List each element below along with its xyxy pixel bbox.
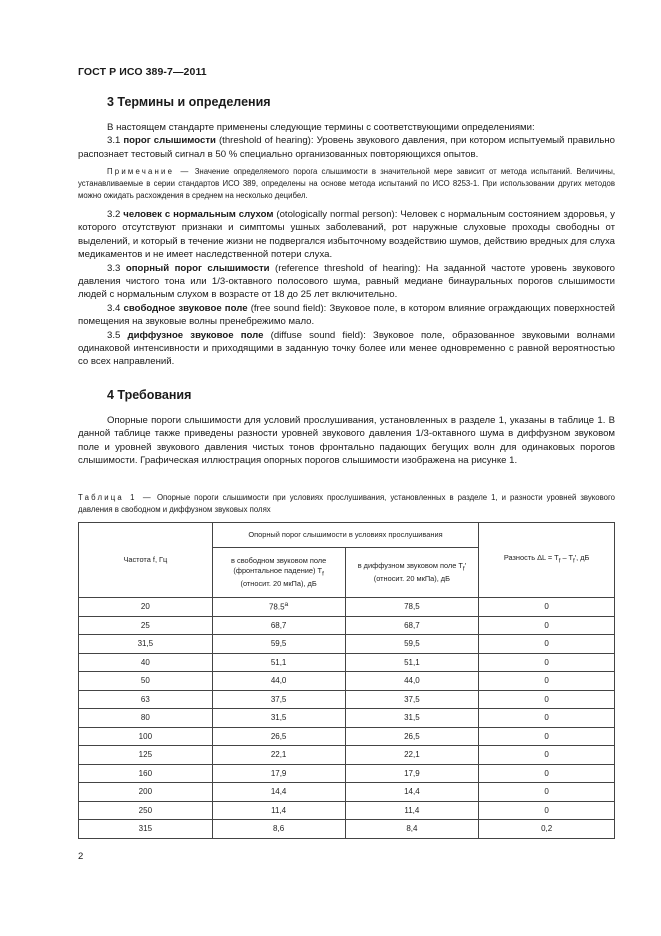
cell-frequency-value: 50 [140,676,150,686]
table-body [79,598,615,839]
cell-diffuse-field-value: 31,5 [404,713,420,723]
term-name: опорный порог слышимости [125,262,270,274]
term-name: свободное звуковое поле [123,302,248,314]
delta-unit: , дБ [576,553,590,563]
table-row [79,690,615,709]
cell-diffuse-field [345,653,479,672]
cell-free-field-value: 78.5 [268,603,285,613]
cell-frequency-value: 63 [140,694,150,704]
col-header-group: Опорный порог слышимости в условиях прослушивания [212,523,479,548]
cell-frequency-value: 31,5 [137,639,154,649]
cell-free-field [212,820,345,839]
cell-diffuse-field-value: 44,0 [404,676,420,686]
cell-delta [479,653,615,672]
cell-delta-value: 0,2 [541,824,553,834]
cell-free-field-value: 31,5 [270,713,287,723]
cell-frequency-value: 250 [138,805,153,815]
cell-frequency-value: 160 [138,768,153,778]
section-4-body [78,414,615,468]
cell-free-field-value: 26,5 [270,731,287,741]
cell-diffuse-field [345,801,479,820]
cell-delta-value: 0 [544,805,549,815]
section-3-title: 3 Термины и определения [107,95,271,109]
cell-frequency-value: 100 [138,731,153,741]
cell-frequency [79,616,213,635]
cell-delta-value: 0 [544,657,549,667]
term-definition: (threshold of hearing): Уровень звукового давления, при котором испытуемый правильно распознает тестовый сигнал в 50 % специально организованных повторяющихся опытов. [78,135,615,160]
cell-free-field [212,653,345,672]
cell-delta-value: 0 [544,602,549,612]
cell-diffuse-field [345,820,479,839]
cell-delta-value: 0 [544,620,549,630]
table-row [79,764,615,783]
cell-frequency-value: 200 [138,787,153,797]
cell-diffuse-field [345,764,479,783]
term-name: порог слышимости [123,135,216,147]
cell-diffuse-field [345,635,479,654]
cell-diffuse-field [345,783,479,802]
cell-frequency-value: 20 [140,602,150,612]
cell-free-field [212,801,345,820]
cell-frequency [79,764,213,783]
cell-free-field [212,764,345,783]
term-definition: (diffuse sound field): Звуковое поле, образованное звуковыми волнами одинаковой интенсивности и приходящими в заданную точку более или менее одновременно с равной вероятностью со всех направлений. [78,329,615,368]
col-header-frequency: Частота f, Гц [79,523,213,598]
section-3-intro: В настоящем стандарте применены следующие термины с соответствующими определениями: [107,122,535,133]
cell-diffuse-field-value: 8,4 [406,824,418,834]
term-definition: (reference threshold of hearing): На заданной частоте уровень звукового давления чистого тона или 1/3-октавного полосового шума, равный медиане бинауральных порогов слышимости людей с нормальным слухом в возрасте от 18 до 25 лет включительно. [78,262,615,301]
cell-diffuse-field [345,727,479,746]
term-name: диффузное звуковое поле [127,329,264,341]
cell-diffuse-field [345,746,479,765]
cell-delta-value: 0 [544,768,549,778]
table-row [79,598,615,617]
col-header-diffuse-field: в диффузном звуковом поле $T_f'$ (относит. 20 мкПа), дБ [345,548,479,598]
cell-diffuse-field [345,709,479,728]
term-definition: (otologically normal person): Человек с нормальным состоянием здоровья, у которого отсутствуют признаки и симптомы ушных заболеваний, рот наружные слуховые проходы свободны от выделений, и который в течение жизни не подвергался избыточному воздействию шумов, действию вредных для слуха медикаментов и не имеет наследственной потери слуха. [78,209,615,261]
table-caption-text: Опорные пороги слышимости при условиях прослушивания, установленных в разделе 1, и разности уровней звукового давления в свободном и диффузном звуковых полях [78,493,615,515]
cell-delta [479,727,615,746]
cell-diffuse-field-value: 68,7 [404,620,420,630]
cell-free-field [212,616,345,635]
cell-diffuse-field [345,598,479,617]
cell-free-field-value: 68,7 [270,620,287,630]
table-row [79,783,615,802]
cell-frequency-value: 315 [138,824,153,834]
diffuse-field-sub: f [462,565,465,573]
cell-frequency [79,820,213,839]
cell-diffuse-field-value: 11,4 [404,805,420,815]
cell-frequency-value: 25 [140,620,150,630]
term-3-3 [78,262,615,302]
table-row [79,801,615,820]
note [78,166,615,203]
cell-diffuse-field-value: 51,1 [404,657,420,667]
cell-frequency-value: 40 [140,657,150,667]
cell-free-field [212,690,345,709]
delta-minus: – T [560,553,574,563]
cell-frequency [79,653,213,672]
note-text: Значение определяемого порога слышимости в значительной мере зависит от метода испытаний. Величины, устанавливаемые в серии стандартов ИСО 389, определены на основе метода испытаний по ИСО 8253-1. При использовании других методов можно ожидать расхождения в среднем на несколько децибел. [78,167,615,201]
cell-frequency [79,727,213,746]
section-4-title: 4 Требования [107,388,192,402]
term-number: 3.1 [107,135,121,147]
table-caption-label: Таблица 1 — [78,493,153,502]
cell-free-field-value: 51,1 [270,657,287,667]
term-number: 3.3 [107,262,121,274]
term-3-4 [78,302,615,329]
cell-delta-value: 0 [544,639,549,649]
cell-diffuse-field-value: 22,1 [404,750,420,760]
cell-frequency [79,598,213,617]
cell-delta [479,820,615,839]
term-number: 3.4 [107,302,121,314]
table-row [79,709,615,728]
footnote-marker: a [284,601,289,609]
table-row [79,746,615,765]
cell-free-field [212,709,345,728]
cell-delta-value: 0 [544,787,549,797]
col-header-delta: Разность $\Delta L = T_f - T_f'$, дБ [479,523,615,598]
section-4-paragraph: Опорные пороги слышимости для условий прослушивания, установленных в разделе 1, указаны в таблице 1. В данной таблице также приведены разности уровней звукового давления 1/3-октавного шума в диффузном звуковом поле и уровней звукового давления чистых тонов фронтально падающих бегущих волн для одинаковых порогов слышимости. Графическая иллюстрация опорных порогов слышимости изображена на рисунке 1. [78,415,615,467]
cell-delta-value: 0 [544,713,549,723]
cell-free-field-value: 37,5 [270,694,287,704]
page-number: 2 [78,851,84,862]
cell-free-field-value: 22,1 [270,750,287,760]
cell-delta [479,616,615,635]
cell-frequency-value: 125 [138,750,153,760]
cell-free-field [212,598,345,617]
cell-delta [479,598,615,617]
cell-delta [479,690,615,709]
term-number: 3.5 [107,329,121,341]
cell-diffuse-field-value: 59,5 [404,639,420,649]
cell-diffuse-field-value: 78,5 [404,602,420,612]
term-3-1 [78,134,615,161]
cell-free-field-value: 11,4 [271,805,287,815]
cell-free-field-value: 14,4 [270,787,287,797]
cell-delta [479,672,615,691]
section-3-body [78,121,615,161]
term-number: 3.2 [107,209,121,220]
cell-delta [479,764,615,783]
cell-free-field [212,727,345,746]
cell-delta [479,783,615,802]
free-field-unit: (относит. 20 мкПа), дБ [240,579,317,589]
cell-frequency [79,635,213,654]
free-field-label: в свободном звуковом поле (фронтальное падение) T [231,555,327,575]
term-3-5 [78,329,615,369]
cell-frequency [79,690,213,709]
term-name: человек с нормальным слухом [123,209,274,220]
cell-free-field [212,635,345,654]
section-3-terms [78,208,615,369]
cell-diffuse-field [345,616,479,635]
table-caption [78,492,615,516]
cell-delta [479,801,615,820]
cell-diffuse-field [345,690,479,709]
cell-delta-value: 0 [544,750,549,760]
cell-frequency [79,801,213,820]
cell-frequency-value: 80 [140,713,150,723]
cell-free-field-value: 44,0 [270,676,287,686]
cell-free-field-value: 17,9 [270,768,287,778]
diffuse-field-unit: (относит. 20 мкПа), дБ [373,574,450,584]
cell-delta [479,635,615,654]
cell-frequency [79,709,213,728]
delta-label: Разность ΔL = T [503,553,559,563]
diffuse-field-label: в диффузном звуковом поле T [357,560,463,570]
table-row [79,727,615,746]
cell-delta-value: 0 [544,731,549,741]
table-row [79,820,615,839]
cell-free-field [212,672,345,691]
table-row [79,635,615,654]
cell-free-field [212,746,345,765]
threshold-table [78,522,615,839]
col-header-free-field [212,548,345,598]
cell-free-field [212,783,345,802]
cell-delta [479,746,615,765]
table-row [79,672,615,691]
cell-frequency [79,746,213,765]
document-header: ГОСТ Р ИСО 389-7—2011 [78,66,207,78]
cell-free-field-value: 59,5 [270,639,287,649]
cell-diffuse-field [345,672,479,691]
cell-frequency [79,672,213,691]
cell-delta-value: 0 [544,694,549,704]
note-label: Примечание — [107,167,191,176]
cell-delta [479,709,615,728]
cell-diffuse-field-value: 17,9 [404,768,420,778]
cell-delta-value: 0 [544,676,549,686]
table-row [79,653,615,672]
cell-frequency [79,783,213,802]
cell-free-field-value: 8,6 [273,824,285,834]
table-row [79,616,615,635]
term-definition: (free sound field): Звуковое поле, в котором влияние ограждающих поверхностей помещения на звуковые волны пренебрежимо мало. [78,302,615,328]
cell-diffuse-field-value: 14,4 [404,787,420,797]
term-3-2 [78,208,615,262]
free-field-sub: f [322,570,324,578]
cell-diffuse-field-value: 26,5 [404,731,420,741]
cell-diffuse-field-value: 37,5 [404,694,420,704]
